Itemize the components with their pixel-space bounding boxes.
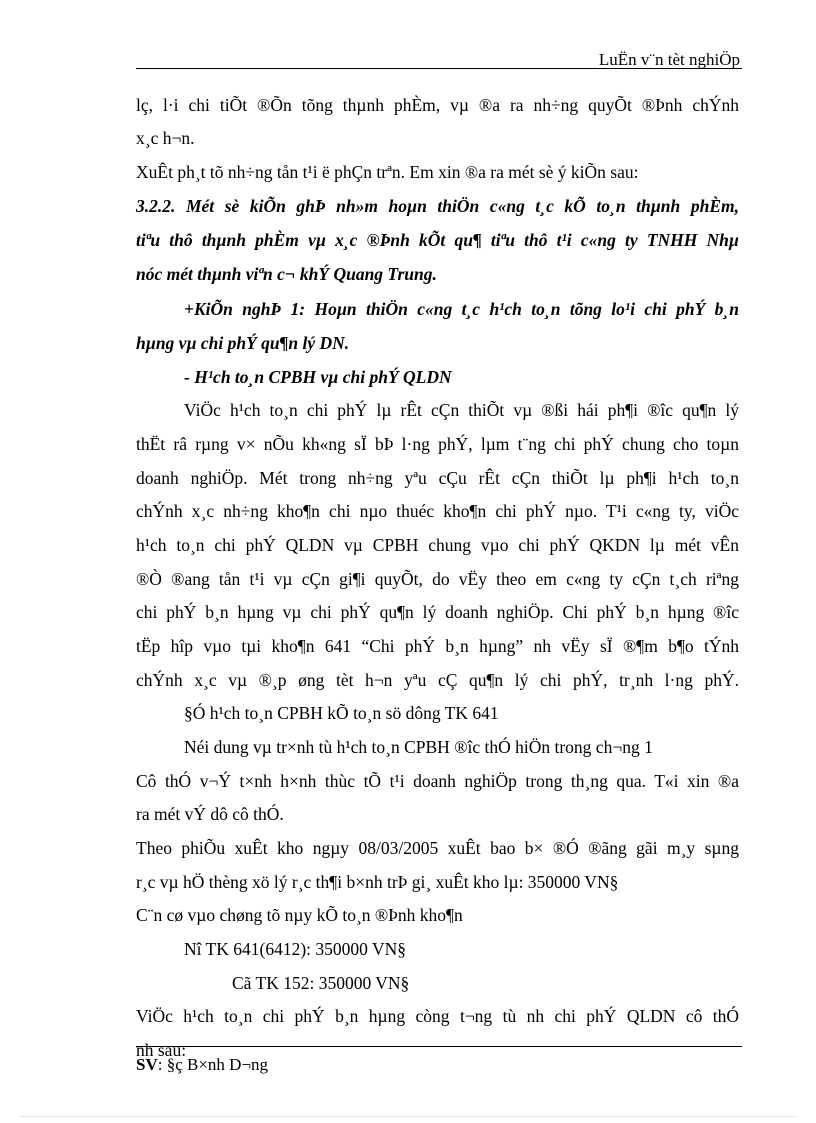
text-line: h¹ch to¸n chi phÝ QLDN vµ CPBH chung vµo chi phÝ QKDN lµ mét vÊn bbox=[136, 535, 739, 555]
section-heading: nóc mét thµnh viªn c¬ khÝ Quang Trung. bbox=[136, 264, 437, 284]
text-line: tËp hîp vµo tµi kho¶n 641 “Chi phÝ b¸n hµng” nh vËy sÏ ®¶m b¶o tÝnh bbox=[136, 636, 739, 656]
recommendation-heading: +KiÕn nghÞ 1: Hoµn thiÖn c«ng t¸c h¹ch to¸n tõng lo¹i chi phÝ b¸n bbox=[184, 299, 739, 319]
text-line: ViÖc h¹ch to¸n chi phÝ b¸n hµng còng t¬ng tù nh chi phÝ QLDN cô thÓ bbox=[136, 1006, 739, 1026]
subsection-heading: - H¹ch to¸n CPBH vµ chi phÝ QLDN bbox=[184, 367, 452, 387]
page-header-title: LuËn v¨n tèt nghiÖp bbox=[598, 50, 740, 69]
text-line: XuÊt ph¸t tõ nh÷ng tån t¹i ë phÇn trªn. Em xin ®a ra mét sè ý kiÕn sau: bbox=[136, 162, 639, 182]
text-line: lç, l·i chi tiÕt ®Õn tõng thµnh phÈm, vµ ®a ra nh÷ng quyÕt ®Þnh chÝnh bbox=[136, 95, 739, 115]
text-line: doanh nghiÖp. Mét trong nh÷ng yªu cÇu rÊt cÇn thiÕt lµ ph¶i h¹ch to¸n bbox=[136, 468, 739, 488]
page-edge-divider bbox=[20, 1116, 796, 1117]
text-line: chÝnh x¸c vµ ®¸p øng tèt h¬n yªu cÇ qu¶n lý chi phÝ, tr¸nh l·ng phÝ. bbox=[136, 670, 739, 690]
journal-entry-debit: Nî TK 641(6412): 350000 VN§ bbox=[184, 939, 406, 959]
text-line: ®Ò ®ang tån t¹i vµ cÇn gi¶i quyÕt, do vËy theo em c«ng ty cÇn t¸ch riªng bbox=[136, 569, 739, 589]
text-line: ViÖc h¹ch to¸n chi phÝ lµ rÊt cÇn thiÕt vµ ®ßi hái ph¶i ®îc qu¶n lý bbox=[184, 400, 739, 420]
header-divider bbox=[136, 68, 742, 69]
footer-divider bbox=[136, 1046, 742, 1047]
section-heading: 3.2.2. Mét sè kiÕn ghÞ nh»m hoµn thiÖn c«ng t¸c kÕ to¸n thµnh phÈm, bbox=[136, 196, 739, 216]
footer-author: : §ç B×nh D¬ng bbox=[157, 1055, 269, 1074]
journal-entry-credit: Cã TK 152: 350000 VN§ bbox=[232, 973, 410, 993]
text-line: thËt râ rµng v× nÕu kh«ng sÏ bÞ l·ng phÝ, lµm t¨ng chi phÝ chung cho toµn bbox=[136, 434, 739, 454]
page-footer bbox=[136, 1055, 268, 1075]
text-line: §Ó h¹ch to¸n CPBH kÕ to¸n sö dông TK 641 bbox=[184, 703, 499, 723]
text-line: x¸c h¬n. bbox=[136, 128, 195, 148]
text-line: chi phÝ b¸n hµng vµ chi phÝ qu¶n lý doanh nghiÖp. Chi phÝ b¸n hµng ®îc bbox=[136, 602, 739, 622]
text-line: chÝnh x¸c nh÷ng kho¶n chi nµo thuéc kho¶n chi phÝ nµo. T¹i c«ng ty, viÖc bbox=[136, 501, 739, 521]
footer-label: SV bbox=[136, 1055, 158, 1074]
text-line: Cô thÓ v¬Ý t×nh h×nh thùc tÕ t¹i doanh nghiÖp trong th¸ng qua. T«i xin ®a bbox=[136, 771, 739, 791]
text-line: C¨n cø vµo chøng tõ nµy kÕ to¸n ®Þnh kho¶n bbox=[136, 905, 463, 925]
text-line: r¸c vµ hÖ thèng xö lý r¸c th¶i b×nh trÞ gi¸ xuÊt kho lµ: 350000 VN§ bbox=[136, 872, 619, 892]
text-line: Néi dung vµ tr×nh tù h¹ch to¸n CPBH ®îc thÓ hiÖn trong ch¬ng 1 bbox=[184, 737, 653, 757]
text-line: Theo phiÕu xuÊt kho ngµy 08/03/2005 xuÊt bao b× ®Ó ®ãng gãi m¸y sµng bbox=[136, 838, 739, 858]
text-line: ra mét vÝ dô cô thÓ. bbox=[136, 804, 284, 824]
section-heading: tiªu thô thµnh phÈm vµ x¸c ®Þnh kÕt qu¶ tiªu thô t¹i c«ng ty TNHH Nhµ bbox=[136, 230, 739, 250]
recommendation-heading: hµng vµ chi phÝ qu¶n lý DN. bbox=[136, 333, 350, 353]
text-line: nh sau: bbox=[136, 1040, 187, 1060]
